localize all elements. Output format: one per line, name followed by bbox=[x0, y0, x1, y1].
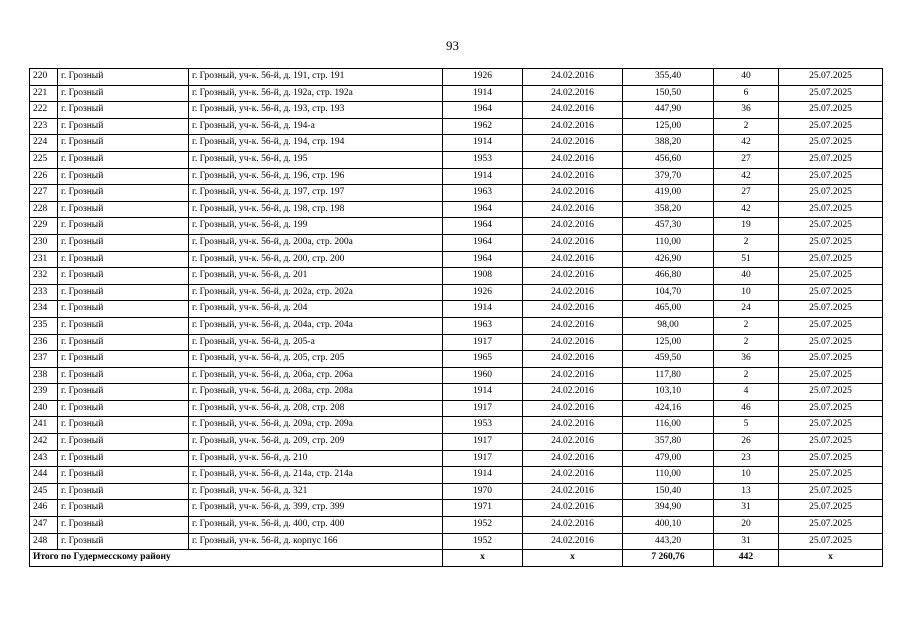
relocation-deadline-cell: 25.07.2025 bbox=[779, 151, 883, 168]
address-cell: г. Грозный, уч-к. 56-й, д. 200, стр. 200 bbox=[189, 251, 443, 268]
table-row bbox=[30, 317, 883, 334]
table-body bbox=[30, 69, 883, 567]
area-cell: 479,00 bbox=[623, 450, 714, 467]
relocation-deadline-cell: 25.07.2025 bbox=[779, 483, 883, 500]
address-cell: г. Грозный, уч-к. 56-й, д. 205, стр. 205 bbox=[189, 351, 443, 368]
area-cell: 117,80 bbox=[623, 367, 714, 384]
relocation-deadline-cell: 25.07.2025 bbox=[779, 533, 883, 550]
address-cell: г. Грозный, уч-к. 56-й, д. 400, стр. 400 bbox=[189, 517, 443, 534]
relocation-deadline-cell: 25.07.2025 bbox=[779, 218, 883, 235]
residents-cell: 40 bbox=[714, 268, 779, 285]
relocation-deadline-cell: 25.07.2025 bbox=[779, 234, 883, 251]
settlement-cell: г. Грозный bbox=[58, 268, 189, 285]
table-row bbox=[30, 284, 883, 301]
area-cell: 355,40 bbox=[623, 69, 714, 86]
settlement-cell: г. Грозный bbox=[58, 301, 189, 318]
address-cell: г. Грозный, уч-к. 56-й, д. 193, стр. 193 bbox=[189, 102, 443, 119]
build-year-cell: 1952 bbox=[443, 533, 523, 550]
table-row bbox=[30, 301, 883, 318]
table-row bbox=[30, 533, 883, 550]
settlement-cell: г. Грозный bbox=[58, 135, 189, 152]
build-year-cell: 1970 bbox=[443, 483, 523, 500]
area-cell: 358,20 bbox=[623, 201, 714, 218]
build-year-cell: 1917 bbox=[443, 450, 523, 467]
recognition-date-cell: 24.02.2016 bbox=[523, 168, 623, 185]
settlement-cell: г. Грозный bbox=[58, 434, 189, 451]
area-cell: 116,00 bbox=[623, 417, 714, 434]
address-cell: г. Грозный, уч-к. 56-й, д. 208а, стр. 208а bbox=[189, 384, 443, 401]
row-number-cell: 221 bbox=[30, 85, 58, 102]
settlement-cell: г. Грозный bbox=[58, 85, 189, 102]
build-year-cell: 1914 bbox=[443, 85, 523, 102]
build-year-cell: 1960 bbox=[443, 367, 523, 384]
table-row bbox=[30, 135, 883, 152]
recognition-date-cell: 24.02.2016 bbox=[523, 517, 623, 534]
area-cell: 394,90 bbox=[623, 500, 714, 517]
residents-cell: 4 bbox=[714, 384, 779, 401]
total-area: 7 260,76 bbox=[623, 550, 714, 567]
build-year-cell: 1963 bbox=[443, 185, 523, 202]
table-row bbox=[30, 102, 883, 119]
total-residents: 442 bbox=[714, 550, 779, 567]
table-row bbox=[30, 334, 883, 351]
table-row bbox=[30, 234, 883, 251]
address-cell: г. Грозный, уч-к. 56-й, д. 209а, стр. 209а bbox=[189, 417, 443, 434]
address-cell: г. Грозный, уч-к. 56-й, д. 214а, стр. 214а bbox=[189, 467, 443, 484]
row-number-cell: 243 bbox=[30, 450, 58, 467]
table-row bbox=[30, 168, 883, 185]
residents-cell: 42 bbox=[714, 168, 779, 185]
total-deadline: x bbox=[779, 550, 883, 567]
table-row bbox=[30, 85, 883, 102]
residents-cell: 42 bbox=[714, 201, 779, 218]
build-year-cell: 1953 bbox=[443, 417, 523, 434]
build-year-cell: 1914 bbox=[443, 384, 523, 401]
settlement-cell: г. Грозный bbox=[58, 284, 189, 301]
row-number-cell: 225 bbox=[30, 151, 58, 168]
settlement-cell: г. Грозный bbox=[58, 102, 189, 119]
build-year-cell: 1917 bbox=[443, 400, 523, 417]
residents-cell: 26 bbox=[714, 434, 779, 451]
address-cell: г. Грозный, уч-к. 56-й, д. 194-а bbox=[189, 118, 443, 135]
area-cell: 104,70 bbox=[623, 284, 714, 301]
area-cell: 443,20 bbox=[623, 533, 714, 550]
settlement-cell: г. Грозный bbox=[58, 69, 189, 86]
area-cell: 400,10 bbox=[623, 517, 714, 534]
recognition-date-cell: 24.02.2016 bbox=[523, 351, 623, 368]
area-cell: 379,70 bbox=[623, 168, 714, 185]
row-number-cell: 226 bbox=[30, 168, 58, 185]
address-cell: г. Грозный, уч-к. 56-й, д. 192а, стр. 192а bbox=[189, 85, 443, 102]
residents-cell: 24 bbox=[714, 301, 779, 318]
area-cell: 110,00 bbox=[623, 234, 714, 251]
area-cell: 447,90 bbox=[623, 102, 714, 119]
recognition-date-cell: 24.02.2016 bbox=[523, 69, 623, 86]
settlement-cell: г. Грозный bbox=[58, 317, 189, 334]
row-number-cell: 224 bbox=[30, 135, 58, 152]
residents-cell: 31 bbox=[714, 500, 779, 517]
build-year-cell: 1914 bbox=[443, 301, 523, 318]
recognition-date-cell: 24.02.2016 bbox=[523, 284, 623, 301]
recognition-date-cell: 24.02.2016 bbox=[523, 201, 623, 218]
residents-cell: 42 bbox=[714, 135, 779, 152]
area-cell: 150,40 bbox=[623, 483, 714, 500]
settlement-cell: г. Грозный bbox=[58, 201, 189, 218]
row-number-cell: 230 bbox=[30, 234, 58, 251]
total-date: x bbox=[523, 550, 623, 567]
build-year-cell: 1917 bbox=[443, 434, 523, 451]
row-number-cell: 245 bbox=[30, 483, 58, 500]
residents-cell: 46 bbox=[714, 400, 779, 417]
recognition-date-cell: 24.02.2016 bbox=[523, 151, 623, 168]
total-year: x bbox=[443, 550, 523, 567]
residents-cell: 6 bbox=[714, 85, 779, 102]
residents-cell: 13 bbox=[714, 483, 779, 500]
area-cell: 465,00 bbox=[623, 301, 714, 318]
build-year-cell: 1964 bbox=[443, 102, 523, 119]
build-year-cell: 1926 bbox=[443, 284, 523, 301]
residents-cell: 40 bbox=[714, 69, 779, 86]
residents-cell: 2 bbox=[714, 317, 779, 334]
table-row bbox=[30, 417, 883, 434]
recognition-date-cell: 24.02.2016 bbox=[523, 268, 623, 285]
row-number-cell: 244 bbox=[30, 467, 58, 484]
area-cell: 125,00 bbox=[623, 118, 714, 135]
area-cell: 98,00 bbox=[623, 317, 714, 334]
settlement-cell: г. Грозный bbox=[58, 251, 189, 268]
address-cell: г. Грозный, уч-к. 56-й, д. корпус 166 bbox=[189, 533, 443, 550]
housing-registry-table bbox=[29, 68, 883, 567]
residents-cell: 20 bbox=[714, 517, 779, 534]
area-cell: 457,30 bbox=[623, 218, 714, 235]
recognition-date-cell: 24.02.2016 bbox=[523, 85, 623, 102]
recognition-date-cell: 24.02.2016 bbox=[523, 500, 623, 517]
table-row bbox=[30, 400, 883, 417]
address-cell: г. Грозный, уч-к. 56-й, д. 198, стр. 198 bbox=[189, 201, 443, 218]
area-cell: 125,00 bbox=[623, 334, 714, 351]
settlement-cell: г. Грозный bbox=[58, 367, 189, 384]
residents-cell: 2 bbox=[714, 234, 779, 251]
build-year-cell: 1952 bbox=[443, 517, 523, 534]
address-cell: г. Грозный, уч-к. 56-й, д. 321 bbox=[189, 483, 443, 500]
table-row bbox=[30, 483, 883, 500]
row-number-cell: 247 bbox=[30, 517, 58, 534]
table-row bbox=[30, 434, 883, 451]
address-cell: г. Грозный, уч-к. 56-й, д. 209, стр. 209 bbox=[189, 434, 443, 451]
build-year-cell: 1917 bbox=[443, 334, 523, 351]
page-number: 93 bbox=[446, 38, 459, 53]
area-cell: 103,10 bbox=[623, 384, 714, 401]
table-row bbox=[30, 384, 883, 401]
area-cell: 424,16 bbox=[623, 400, 714, 417]
relocation-deadline-cell: 25.07.2025 bbox=[779, 69, 883, 86]
settlement-cell: г. Грозный bbox=[58, 533, 189, 550]
relocation-deadline-cell: 25.07.2025 bbox=[779, 301, 883, 318]
relocation-deadline-cell: 25.07.2025 bbox=[779, 85, 883, 102]
build-year-cell: 1964 bbox=[443, 234, 523, 251]
settlement-cell: г. Грозный bbox=[58, 234, 189, 251]
relocation-deadline-cell: 25.07.2025 bbox=[779, 118, 883, 135]
residents-cell: 2 bbox=[714, 367, 779, 384]
relocation-deadline-cell: 25.07.2025 bbox=[779, 168, 883, 185]
table-row bbox=[30, 69, 883, 86]
recognition-date-cell: 24.02.2016 bbox=[523, 367, 623, 384]
settlement-cell: г. Грозный bbox=[58, 483, 189, 500]
settlement-cell: г. Грозный bbox=[58, 417, 189, 434]
address-cell: г. Грозный, уч-к. 56-й, д. 204 bbox=[189, 301, 443, 318]
address-cell: г. Грозный, уч-к. 56-й, д. 204а, стр. 204а bbox=[189, 317, 443, 334]
relocation-deadline-cell: 25.07.2025 bbox=[779, 351, 883, 368]
residents-cell: 19 bbox=[714, 218, 779, 235]
settlement-cell: г. Грозный bbox=[58, 450, 189, 467]
area-cell: 150,50 bbox=[623, 85, 714, 102]
row-number-cell: 232 bbox=[30, 268, 58, 285]
residents-cell: 31 bbox=[714, 533, 779, 550]
recognition-date-cell: 24.02.2016 bbox=[523, 467, 623, 484]
build-year-cell: 1914 bbox=[443, 168, 523, 185]
table-row bbox=[30, 367, 883, 384]
settlement-cell: г. Грозный bbox=[58, 517, 189, 534]
area-cell: 456,60 bbox=[623, 151, 714, 168]
area-cell: 459,50 bbox=[623, 351, 714, 368]
build-year-cell: 1963 bbox=[443, 317, 523, 334]
recognition-date-cell: 24.02.2016 bbox=[523, 450, 623, 467]
area-cell: 426,90 bbox=[623, 251, 714, 268]
relocation-deadline-cell: 25.07.2025 bbox=[779, 367, 883, 384]
table-row bbox=[30, 467, 883, 484]
build-year-cell: 1962 bbox=[443, 118, 523, 135]
address-cell: г. Грозный, уч-к. 56-й, д. 202а, стр. 202а bbox=[189, 284, 443, 301]
residents-cell: 27 bbox=[714, 151, 779, 168]
table-row bbox=[30, 201, 883, 218]
build-year-cell: 1965 bbox=[443, 351, 523, 368]
build-year-cell: 1964 bbox=[443, 251, 523, 268]
recognition-date-cell: 24.02.2016 bbox=[523, 334, 623, 351]
relocation-deadline-cell: 25.07.2025 bbox=[779, 284, 883, 301]
table-row bbox=[30, 118, 883, 135]
residents-cell: 23 bbox=[714, 450, 779, 467]
residents-cell: 10 bbox=[714, 284, 779, 301]
row-number-cell: 248 bbox=[30, 533, 58, 550]
row-number-cell: 236 bbox=[30, 334, 58, 351]
residents-cell: 27 bbox=[714, 185, 779, 202]
row-number-cell: 235 bbox=[30, 317, 58, 334]
residents-cell: 51 bbox=[714, 251, 779, 268]
relocation-deadline-cell: 25.07.2025 bbox=[779, 102, 883, 119]
row-number-cell: 227 bbox=[30, 185, 58, 202]
total-label: Итого по Гудермесскому району bbox=[30, 550, 443, 567]
build-year-cell: 1964 bbox=[443, 201, 523, 218]
build-year-cell: 1908 bbox=[443, 268, 523, 285]
residents-cell: 2 bbox=[714, 334, 779, 351]
row-number-cell: 240 bbox=[30, 400, 58, 417]
address-cell: г. Грозный, уч-к. 56-й, д. 199 bbox=[189, 218, 443, 235]
recognition-date-cell: 24.02.2016 bbox=[523, 102, 623, 119]
relocation-deadline-cell: 25.07.2025 bbox=[779, 268, 883, 285]
recognition-date-cell: 24.02.2016 bbox=[523, 400, 623, 417]
address-cell: г. Грозный, уч-к. 56-й, д. 210 bbox=[189, 450, 443, 467]
table-row bbox=[30, 450, 883, 467]
settlement-cell: г. Грозный bbox=[58, 384, 189, 401]
settlement-cell: г. Грозный bbox=[58, 467, 189, 484]
residents-cell: 2 bbox=[714, 118, 779, 135]
area-cell: 357,80 bbox=[623, 434, 714, 451]
recognition-date-cell: 24.02.2016 bbox=[523, 434, 623, 451]
row-number-cell: 241 bbox=[30, 417, 58, 434]
settlement-cell: г. Грозный bbox=[58, 218, 189, 235]
recognition-date-cell: 24.02.2016 bbox=[523, 317, 623, 334]
residents-cell: 10 bbox=[714, 467, 779, 484]
total-row bbox=[30, 550, 883, 567]
row-number-cell: 223 bbox=[30, 118, 58, 135]
area-cell: 419,00 bbox=[623, 185, 714, 202]
residents-cell: 5 bbox=[714, 417, 779, 434]
recognition-date-cell: 24.02.2016 bbox=[523, 251, 623, 268]
recognition-date-cell: 24.02.2016 bbox=[523, 218, 623, 235]
row-number-cell: 233 bbox=[30, 284, 58, 301]
row-number-cell: 246 bbox=[30, 500, 58, 517]
row-number-cell: 234 bbox=[30, 301, 58, 318]
residents-cell: 36 bbox=[714, 102, 779, 119]
area-cell: 466,80 bbox=[623, 268, 714, 285]
build-year-cell: 1971 bbox=[443, 500, 523, 517]
settlement-cell: г. Грозный bbox=[58, 400, 189, 417]
build-year-cell: 1926 bbox=[443, 69, 523, 86]
row-number-cell: 229 bbox=[30, 218, 58, 235]
table-row bbox=[30, 185, 883, 202]
address-cell: г. Грозный, уч-к. 56-й, д. 196, стр. 196 bbox=[189, 168, 443, 185]
relocation-deadline-cell: 25.07.2025 bbox=[779, 517, 883, 534]
recognition-date-cell: 24.02.2016 bbox=[523, 234, 623, 251]
relocation-deadline-cell: 25.07.2025 bbox=[779, 334, 883, 351]
address-cell: г. Грозный, уч-к. 56-й, д. 197, стр. 197 bbox=[189, 185, 443, 202]
relocation-deadline-cell: 25.07.2025 bbox=[779, 251, 883, 268]
address-cell: г. Грозный, уч-к. 56-й, д. 201 bbox=[189, 268, 443, 285]
relocation-deadline-cell: 25.07.2025 bbox=[779, 500, 883, 517]
table-row bbox=[30, 517, 883, 534]
area-cell: 388,20 bbox=[623, 135, 714, 152]
relocation-deadline-cell: 25.07.2025 bbox=[779, 450, 883, 467]
relocation-deadline-cell: 25.07.2025 bbox=[779, 384, 883, 401]
settlement-cell: г. Грозный bbox=[58, 500, 189, 517]
table-row bbox=[30, 351, 883, 368]
area-cell: 110,00 bbox=[623, 467, 714, 484]
relocation-deadline-cell: 25.07.2025 bbox=[779, 135, 883, 152]
residents-cell: 36 bbox=[714, 351, 779, 368]
recognition-date-cell: 24.02.2016 bbox=[523, 384, 623, 401]
table-row bbox=[30, 218, 883, 235]
build-year-cell: 1953 bbox=[443, 151, 523, 168]
recognition-date-cell: 24.02.2016 bbox=[523, 135, 623, 152]
recognition-date-cell: 24.02.2016 bbox=[523, 483, 623, 500]
relocation-deadline-cell: 25.07.2025 bbox=[779, 417, 883, 434]
row-number-cell: 237 bbox=[30, 351, 58, 368]
address-cell: г. Грозный, уч-к. 56-й, д. 200а, стр. 200а bbox=[189, 234, 443, 251]
relocation-deadline-cell: 25.07.2025 bbox=[779, 467, 883, 484]
row-number-cell: 228 bbox=[30, 201, 58, 218]
relocation-deadline-cell: 25.07.2025 bbox=[779, 434, 883, 451]
row-number-cell: 238 bbox=[30, 367, 58, 384]
address-cell: г. Грозный, уч-к. 56-й, д. 206а, стр. 206а bbox=[189, 367, 443, 384]
table-row bbox=[30, 268, 883, 285]
build-year-cell: 1964 bbox=[443, 218, 523, 235]
settlement-cell: г. Грозный bbox=[58, 185, 189, 202]
recognition-date-cell: 24.02.2016 bbox=[523, 533, 623, 550]
row-number-cell: 239 bbox=[30, 384, 58, 401]
address-cell: г. Грозный, уч-к. 56-й, д. 194, стр. 194 bbox=[189, 135, 443, 152]
build-year-cell: 1914 bbox=[443, 467, 523, 484]
settlement-cell: г. Грозный bbox=[58, 151, 189, 168]
address-cell: г. Грозный, уч-к. 56-й, д. 195 bbox=[189, 151, 443, 168]
table-row bbox=[30, 251, 883, 268]
recognition-date-cell: 24.02.2016 bbox=[523, 417, 623, 434]
build-year-cell: 1914 bbox=[443, 135, 523, 152]
row-number-cell: 222 bbox=[30, 102, 58, 119]
table-row bbox=[30, 151, 883, 168]
address-cell: г. Грозный, уч-к. 56-й, д. 205-а bbox=[189, 334, 443, 351]
relocation-deadline-cell: 25.07.2025 bbox=[779, 201, 883, 218]
row-number-cell: 220 bbox=[30, 69, 58, 86]
address-cell: г. Грозный, уч-к. 56-й, д. 191, стр. 191 bbox=[189, 69, 443, 86]
relocation-deadline-cell: 25.07.2025 bbox=[779, 317, 883, 334]
recognition-date-cell: 24.02.2016 bbox=[523, 118, 623, 135]
address-cell: г. Грозный, уч-к. 56-й, д. 399, стр. 399 bbox=[189, 500, 443, 517]
table-row bbox=[30, 500, 883, 517]
address-cell: г. Грозный, уч-к. 56-й, д. 208, стр. 208 bbox=[189, 400, 443, 417]
settlement-cell: г. Грозный bbox=[58, 168, 189, 185]
settlement-cell: г. Грозный bbox=[58, 351, 189, 368]
row-number-cell: 231 bbox=[30, 251, 58, 268]
settlement-cell: г. Грозный bbox=[58, 118, 189, 135]
recognition-date-cell: 24.02.2016 bbox=[523, 185, 623, 202]
recognition-date-cell: 24.02.2016 bbox=[523, 301, 623, 318]
row-number-cell: 242 bbox=[30, 434, 58, 451]
settlement-cell: г. Грозный bbox=[58, 334, 189, 351]
relocation-deadline-cell: 25.07.2025 bbox=[779, 400, 883, 417]
relocation-deadline-cell: 25.07.2025 bbox=[779, 185, 883, 202]
